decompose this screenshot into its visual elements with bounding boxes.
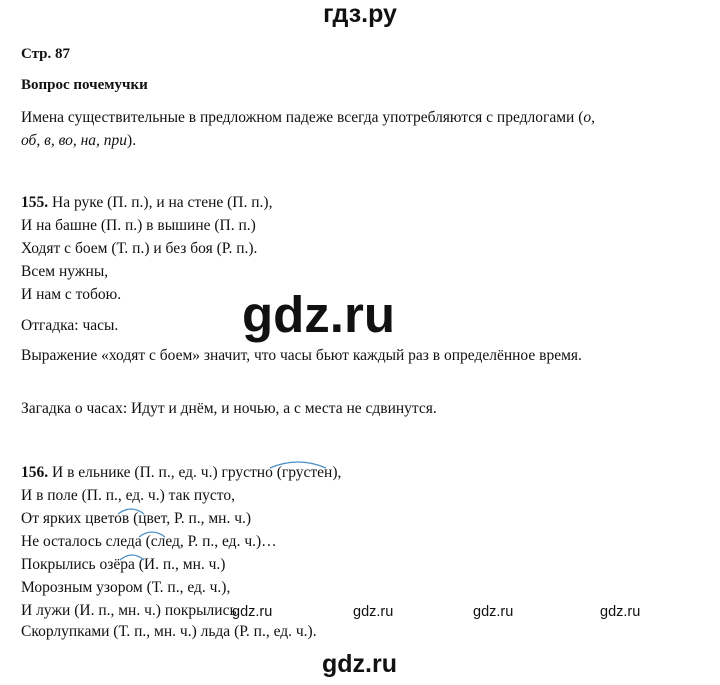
- answer-prepositions-2: об, в, во, на, при: [21, 132, 128, 149]
- answer-prepositions-1: о,: [583, 109, 596, 126]
- watermark-small-1: gdz.ru: [232, 604, 273, 620]
- watermark-small-3: gdz.ru: [473, 604, 514, 620]
- root-arc-tsvetov: [116, 504, 146, 516]
- clock-riddle: Загадка о часах: Идут и днём, и ночью, а с места не сдвинутся.: [21, 400, 437, 417]
- riddle-answer: Отгадка: часы.: [21, 317, 119, 334]
- task156-line-8: Скорлупками (Т. п., мн. ч.) льда (Р. п., ед. ч.).: [21, 623, 317, 640]
- task156-line-3: От ярких цветов (цвет, Р. п., мн. ч.): [21, 510, 252, 527]
- task155-line-2: И на башне (П. п.) в вышине (П. п.): [21, 217, 256, 234]
- answer-closing: ).: [127, 132, 137, 149]
- task156-line-4: Не осталось следа (след, Р. п., ед. ч.)…: [21, 533, 277, 550]
- watermark-small-4: gdz.ru: [600, 604, 641, 620]
- watermark-center: gdz.ru: [242, 286, 395, 343]
- task156-number: 156.: [21, 464, 49, 481]
- answer-line-2: [21, 132, 136, 150]
- task156-line-6: Морозным узором (Т. п., ед. ч.),: [21, 579, 231, 596]
- root-arc-grustno: [268, 458, 328, 470]
- task155-line-1: [21, 194, 272, 212]
- task156-line-5: Покрылись озёра (И. п., мн. ч.): [21, 556, 226, 573]
- root-arc-ozyora: [118, 550, 146, 562]
- task155-line-5: И нам с тобою.: [21, 286, 122, 303]
- expression-meaning: Выражение «ходят с боем» значит, что часы бьют каждый раз в определённое время.: [21, 347, 582, 364]
- page-number: Стр. 87: [21, 46, 71, 62]
- site-header-logo[interactable]: гдз.ру: [323, 0, 397, 28]
- watermark-small-2: gdz.ru: [353, 604, 394, 620]
- task155-line-3: Ходят с боем (Т. п.) и без боя (Р. п.).: [21, 240, 258, 257]
- poem-line: И в ельнике (П. п., ед. ч.) грустно (грустен),: [52, 464, 342, 481]
- task155-number: 155.: [21, 194, 49, 211]
- task155-line-4: Всем нужны,: [21, 263, 109, 280]
- watermark-bottom: gdz.ru: [322, 650, 397, 678]
- answer-line-1: [21, 109, 595, 127]
- task156-line-7: И лужи (И. п., мн. ч.) покрылись: [21, 602, 237, 619]
- section-title: Вопрос почемучки: [21, 77, 148, 93]
- task156-line-2: И в поле (П. п., ед. ч.) так пусто,: [21, 487, 236, 504]
- poem-line: На руке (П. п.), и на стене (П. п.),: [52, 194, 273, 211]
- answer-text: Имена существительные в предложном падеже всегда употребляются с предлогами (: [21, 109, 584, 126]
- root-arc-sleda: [137, 527, 167, 539]
